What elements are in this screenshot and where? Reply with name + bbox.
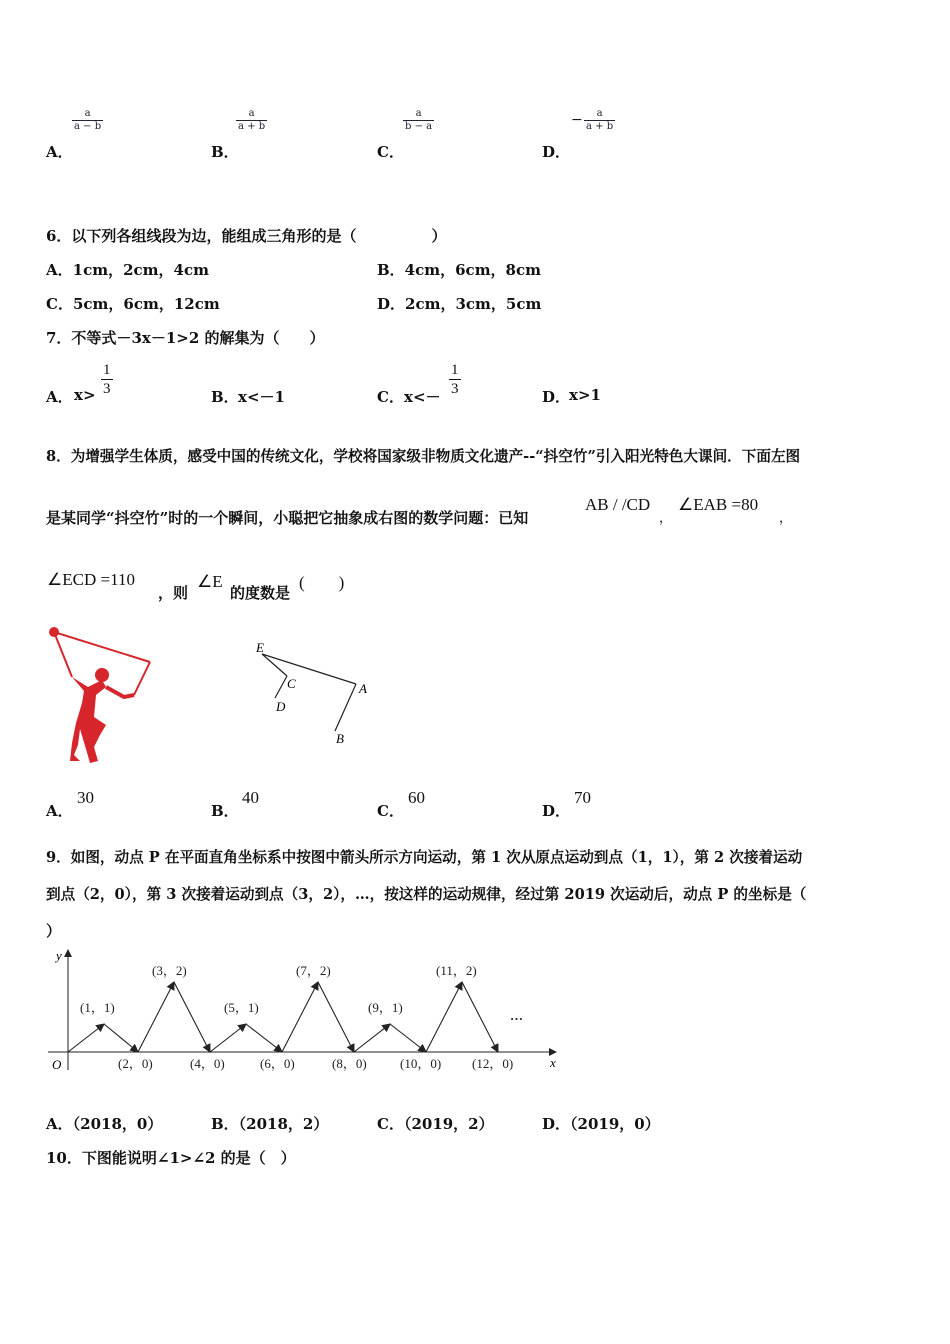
q8-comma-2: ， bbox=[779, 511, 793, 526]
label-d: D bbox=[276, 699, 286, 714]
q6-option-c: C．5cm，6cm，12cm bbox=[46, 295, 220, 313]
q7-a-num: 1 bbox=[103, 362, 111, 378]
q7-a-den: 3 bbox=[103, 381, 111, 397]
q8-option-d-value: 70 bbox=[574, 788, 591, 807]
diabolo-string-top bbox=[54, 632, 150, 662]
q6-option-d: D．2cm，3cm，5cm bbox=[377, 295, 542, 313]
q9-option-d: D．（2019，0） bbox=[542, 1115, 660, 1133]
q5-b-num: a bbox=[248, 108, 255, 119]
point-label-2-0: (2，0) bbox=[118, 1056, 153, 1071]
q8-math-ecd: ∠ECD =110 bbox=[47, 570, 135, 589]
q7-option-a-text: x> bbox=[74, 386, 96, 404]
q10-stem: 10．下图能说明∠1>∠2 的是（ ） bbox=[46, 1149, 296, 1167]
q8-option-d-letter: D． bbox=[542, 802, 571, 820]
q7-option-d-letter: D． bbox=[542, 388, 571, 406]
segment-ab bbox=[335, 684, 356, 731]
q7-option-b-text: x<－1 bbox=[238, 388, 285, 406]
q8-option-c-value: 60 bbox=[408, 788, 425, 807]
move-4 bbox=[174, 982, 210, 1052]
q5-option-d-fraction bbox=[584, 108, 615, 133]
point-label-9-1: (9，1) bbox=[368, 1000, 403, 1015]
q7-option-d-text: x>1 bbox=[569, 386, 601, 404]
q8-line1: 8．为增强学生体质，感受中国的传统文化，学校将国家级非物质文化遗产--“抖空竹”引入阳光特色大课间．下面左图 bbox=[46, 448, 801, 465]
q7-c-den: 3 bbox=[451, 381, 459, 397]
q9-line2: 到点（2，0），第 3 次接着运动到点（3，2），…，按这样的运动规律，经过第 2019 次运动后，动点 P 的坐标是（ bbox=[46, 886, 807, 903]
q5-d-num: a bbox=[596, 108, 603, 119]
point-label-8-0: (8，0) bbox=[332, 1056, 367, 1071]
q7-stem: 7．不等式－3x－1>2 的解集为（ ） bbox=[46, 329, 325, 347]
graph-ellipsis: … bbox=[510, 1008, 523, 1023]
q8-line3-mid: ，则 bbox=[158, 584, 189, 602]
q5-option-c-letter: C． bbox=[377, 143, 404, 161]
move-9 bbox=[354, 1024, 390, 1052]
q8-option-a-value: 30 bbox=[77, 788, 94, 807]
move-11 bbox=[426, 982, 462, 1052]
q7-option-c-fraction bbox=[449, 361, 461, 398]
player-body bbox=[70, 677, 106, 763]
q5-c-num: a bbox=[415, 108, 422, 119]
q5-option-a-letter: A． bbox=[46, 143, 73, 161]
move-2 bbox=[104, 1024, 138, 1052]
point-label-11-2: (11，2) bbox=[436, 963, 477, 978]
point-label-12-0: (12，0) bbox=[472, 1056, 514, 1071]
point-label-10-0: (10，0) bbox=[400, 1056, 442, 1071]
segment-cd bbox=[275, 676, 287, 698]
q6-option-a: A．1cm，2cm，4cm bbox=[46, 261, 209, 279]
q5-c-den: b − a bbox=[405, 121, 433, 132]
q7-c-num: 1 bbox=[451, 362, 459, 378]
point-label-3-2: (3，2) bbox=[152, 963, 187, 978]
y-axis-label: y bbox=[56, 948, 62, 963]
label-b: B bbox=[336, 731, 344, 746]
q8-math-eab: ∠EAB =80 bbox=[678, 495, 759, 514]
q5-option-a-fraction bbox=[72, 108, 103, 133]
zigzag-coordinate-graph bbox=[44, 944, 564, 1076]
move-3 bbox=[138, 982, 174, 1052]
q7-option-a-letter: A． bbox=[46, 388, 73, 406]
origin-label: O bbox=[52, 1057, 62, 1072]
segment-ea bbox=[262, 654, 356, 684]
q5-b-den: a + b bbox=[238, 121, 266, 132]
player-right-arm bbox=[106, 687, 134, 697]
q8-math-parallel: AB / /CD bbox=[585, 495, 651, 514]
q7-option-a-fraction bbox=[101, 361, 113, 398]
q8-line2: 是某同学“抖空竹”时的一个瞬间，小聪把它抽象成右图的数学问题：已知 bbox=[46, 509, 529, 527]
move-12 bbox=[462, 982, 498, 1052]
x-axis-label: x bbox=[550, 1055, 556, 1070]
q8-line3-end: 的度数是 bbox=[230, 584, 291, 602]
q9-option-a: A．（2018，0） bbox=[46, 1115, 163, 1133]
move-6 bbox=[246, 1024, 282, 1052]
q5-option-c-fraction bbox=[403, 108, 434, 133]
q8-option-c-letter: C． bbox=[377, 802, 404, 820]
diabolo-stick-left bbox=[54, 632, 72, 677]
q9-line3: ） bbox=[46, 922, 62, 940]
q5-d-den: a + b bbox=[586, 121, 614, 132]
q7-option-c-letter: C． bbox=[377, 388, 404, 406]
q8-comma-1: ， bbox=[659, 511, 673, 526]
point-label-7-2: (7，2) bbox=[296, 963, 331, 978]
q8-paren: ( ) bbox=[299, 573, 345, 592]
point-label-4-0: (4，0) bbox=[190, 1056, 225, 1071]
point-label-5-1: (5，1) bbox=[224, 1000, 259, 1015]
q8-option-b-letter: B． bbox=[211, 802, 239, 820]
q9-line1: 9．如图，动点 P 在平面直角坐标系中按图中箭头所示方向运动，第 1 次从原点运动到点（1，1），第 2 次接着运动 bbox=[46, 849, 803, 866]
move-7 bbox=[282, 982, 318, 1052]
q5-a-num: a bbox=[84, 108, 91, 119]
diabolo-player-illustration bbox=[44, 625, 156, 767]
move-5 bbox=[210, 1024, 246, 1052]
label-a: A bbox=[359, 681, 367, 696]
point-label-1-1: (1，1) bbox=[80, 1000, 115, 1015]
label-c: C bbox=[287, 676, 296, 691]
diabolo-stick-right bbox=[134, 662, 150, 695]
q9-option-b: B．（2018，2） bbox=[211, 1115, 329, 1133]
q8-math-e: ∠E bbox=[197, 572, 223, 591]
q7-option-b-letter: B． bbox=[211, 388, 239, 406]
move-10 bbox=[390, 1024, 426, 1052]
move-1 bbox=[68, 1024, 104, 1052]
q9-option-c: C．（2019，2） bbox=[377, 1115, 494, 1133]
q5-a-den: a − b bbox=[74, 121, 102, 132]
q5-option-b-fraction bbox=[236, 108, 267, 133]
q5-option-d-letter: D． bbox=[542, 143, 571, 161]
label-e: E bbox=[256, 640, 264, 655]
q5-option-d-neg: − bbox=[571, 112, 583, 128]
segment-ec bbox=[262, 654, 287, 676]
move-8 bbox=[318, 982, 354, 1052]
q8-option-a-letter: A． bbox=[46, 802, 73, 820]
angle-diagram bbox=[252, 636, 377, 748]
point-label-6-0: (6，0) bbox=[260, 1056, 295, 1071]
zigzag-path bbox=[68, 982, 498, 1052]
q7-option-c-text: x<－ bbox=[404, 388, 441, 406]
q8-option-b-value: 40 bbox=[242, 788, 259, 807]
q6-stem: 6．以下列各组线段为边，能组成三角形的是（ ） bbox=[46, 227, 447, 245]
q5-option-b-letter: B． bbox=[211, 143, 239, 161]
q6-option-b: B．4cm，6cm，8cm bbox=[377, 261, 542, 279]
player-head bbox=[95, 668, 109, 682]
